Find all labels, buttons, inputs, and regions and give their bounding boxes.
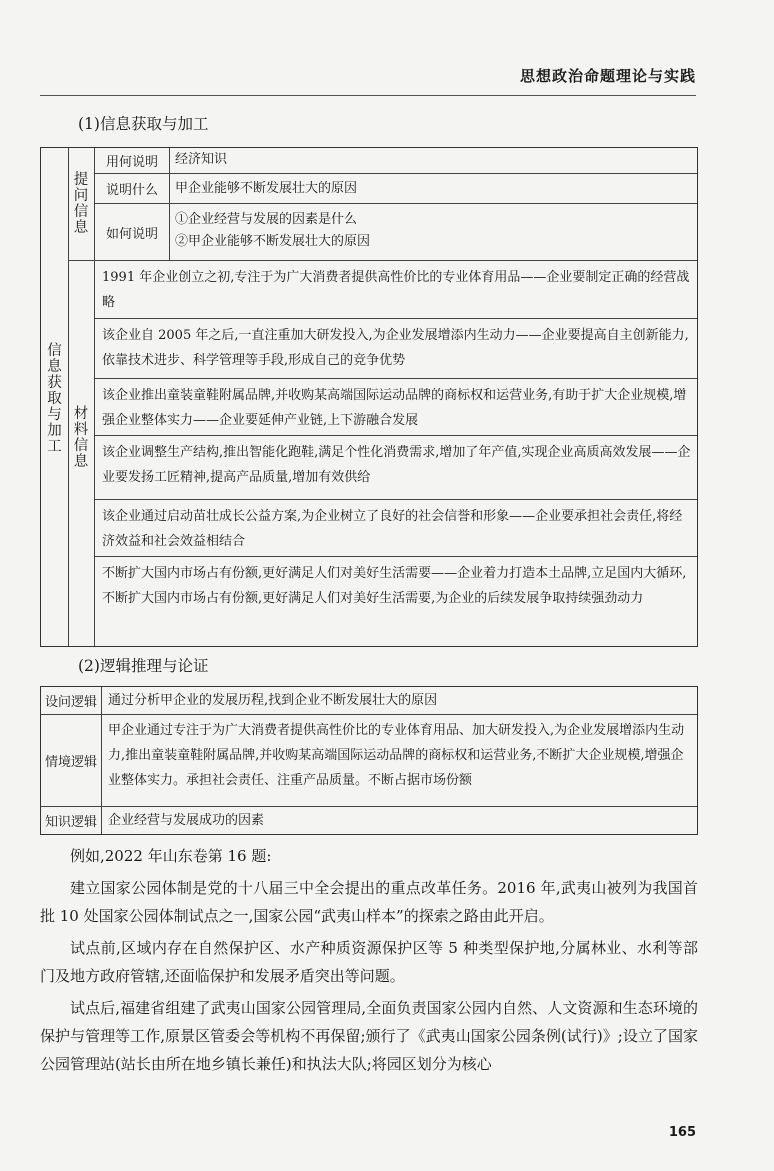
body-paragraph: 试点后,福建省组建了武夷山国家公园管理局,全面负责国家公园内自然、人文资源和生态环境的保护与管理等工作,原景区管委会等机构不再保留;颁行了《武夷山国家公园条例(试行)》;设立了国家公园管理站(站长由所在地乡镇长兼任)和执法大队;将园区划分为核心: [40, 999, 698, 1073]
material-row: 该企业通过启动苗壮成长公益方案,为企业树立了良好的社会信誉和形象——企业要承担社会责任,将经济效益和社会效益相结合: [95, 500, 697, 557]
question-label-char: 息: [73, 220, 89, 236]
question-value: 甲企业能够不断发展壮大的原因: [175, 181, 358, 196]
header-rule: [40, 95, 696, 96]
material-label-char: 信: [73, 438, 89, 454]
question-row: [95, 174, 697, 204]
material-row: 不断扩大国内市场占有份额,更好满足人们对美好生活需要——企业着力打造本土品牌,立足国内大循环,不断扩大国内市场占有份额,更好满足人们对美好生活需要,为企业的后续发展争取持续强劲动力: [102, 566, 687, 606]
material-row: 该企业自 2005 年之后,一直注重加大研发投入,为企业发展增添内生动力——企业要提高自主创新能力,依靠技术进步、科学管理等手段,形成自己的竞争优势: [95, 319, 697, 379]
section-title-1: (1)信息获取与加工: [78, 115, 209, 133]
logic-row: [41, 687, 697, 715]
logic-label: 设问逻辑: [41, 687, 102, 714]
outer-label: [41, 343, 68, 455]
logic-row: [41, 806, 697, 834]
question-value: [175, 209, 693, 253]
outer-label-char: 获: [47, 375, 62, 391]
material-label: [68, 406, 94, 470]
outer-label-char: 加: [47, 423, 62, 439]
material-row: 该企业推出童装童鞋附属品牌,并收购某高端国际运动品牌的商标权和运营业务,有助于扩大企业规模,增强企业整体实力——企业要延伸产业链,上下游融合发展: [95, 379, 697, 436]
question-label-text: 如何说明: [95, 204, 170, 260]
material-row: 该企业调整生产结构,推出智能化跑鞋,满足个性化消费需求,增加了年产值,实现企业高质高效发展——企业要发扬工匠精神,提高产品质量,增加有效供给: [95, 436, 697, 500]
outer-label-char: 与: [47, 407, 62, 423]
material-label-char: 料: [73, 422, 89, 438]
question-label-char: 信: [73, 204, 89, 220]
material-label-cell: [68, 261, 95, 646]
logic-label: 知识逻辑: [41, 806, 102, 834]
question-label-char: 问: [73, 188, 89, 204]
body-paragraph: 建立国家公园体制是党的十八届三中全会提出的重点改革任务。2016 年,武夷山被列为我国首批 10 处国家公园体制试点之一,国家公园“武夷山样本”的探索之路由此开启。: [40, 879, 698, 925]
outer-label-char: 信: [47, 343, 62, 359]
question-value-line: ②甲企业能够不断发展壮大的原因: [175, 234, 371, 249]
material-row: 1991 年企业创立之初,专注于为广大消费者提供高性价比的专业体育用品——企业要制定正确的经营战略: [95, 261, 697, 319]
question-label-char: 提: [73, 172, 89, 188]
question-value-line: ①企业经营与发展的因素是什么: [175, 212, 358, 227]
body-text: [40, 842, 698, 1082]
question-row: [95, 204, 697, 261]
question-label-text: 用何说明: [95, 148, 170, 173]
body-paragraph: 试点前,区域内存在自然保护区、水产种质资源保护区等 5 种类型保护地,分属林业、水利等部门及地方政府管辖,还面临保护和发展矛盾突出等问题。: [40, 939, 698, 985]
material-label-char: 息: [73, 454, 89, 470]
outer-label-char: 息: [47, 359, 62, 375]
outer-label-char: 工: [47, 439, 62, 455]
info-table: [40, 147, 698, 647]
material-label-char: 材: [73, 406, 89, 422]
section-title-2: (2)逻辑推理与论证: [78, 657, 209, 675]
logic-label: 情境逻辑: [41, 714, 102, 806]
logic-table: [40, 686, 698, 835]
running-header: 思想政治命题理论与实践: [519, 67, 696, 85]
example-intro: 例如,2022 年山东卷第 16 题:: [70, 847, 272, 865]
question-label-cell: [68, 148, 95, 261]
outer-label-char: 取: [47, 391, 62, 407]
question-label: [68, 172, 94, 236]
outer-label-cell: [41, 148, 69, 646]
question-value: 经济知识: [175, 152, 228, 167]
question-label-text: 说明什么: [95, 174, 170, 203]
logic-row: [41, 714, 697, 807]
logic-value: 通过分析甲企业的发展历程,找到企业不断发展壮大的原因: [108, 693, 438, 708]
question-row: [95, 148, 697, 174]
logic-value: 企业经营与发展成功的因素: [108, 813, 265, 828]
page-number: 165: [668, 1125, 696, 1140]
logic-value: 甲企业通过专注于为广大消费者提供高性价比的专业体育用品、加大研发投入,为企业发展增添内生动力,推出童装童鞋附属品牌,并收购某高端国际运动品牌的商标权和运营业务,不断扩大企业规模,增强企业整体实力。承担社会责任、注重产品质量。不断占据市场份额: [108, 723, 685, 788]
